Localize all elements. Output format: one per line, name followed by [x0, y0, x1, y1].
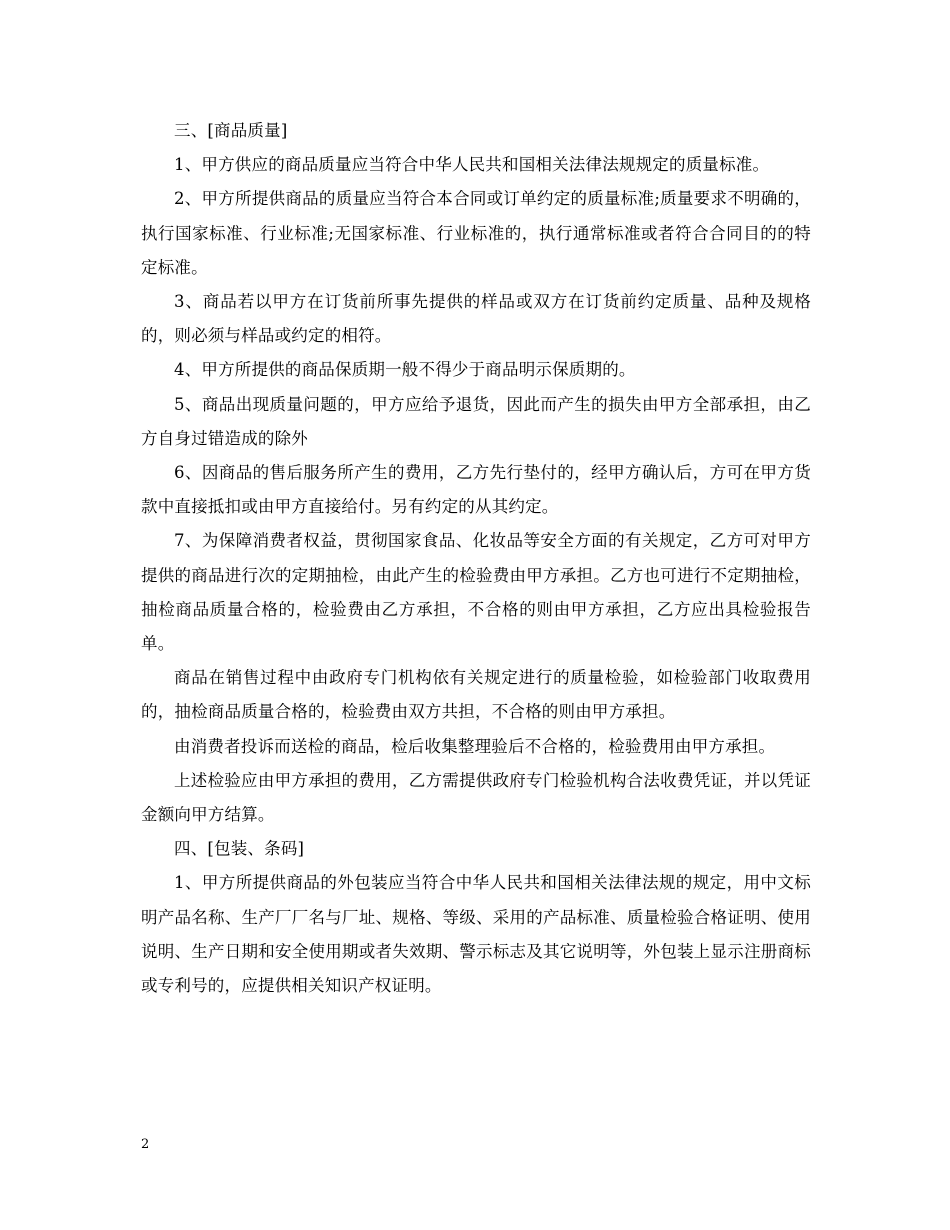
paragraph: 商品在销售过程中由政府专门机构依有关规定进行的质量检验，如检验部门收取费用的，抽检商品质量合格的，检验费由双方共担，不合格的则由甲方承担。 [141, 668, 811, 722]
paragraph: 4、甲方所提供的商品保质期一般不得少于商品明示保质期的。 [174, 360, 636, 380]
paragraph: 上述检验应由甲方承担的费用，乙方需提供政府专门检验机构合法收费凭证，并以凭证金额向甲方结算。 [141, 770, 811, 825]
paragraph: 5、商品出现质量问题的，甲方应给予退货，因此而产生的损失由甲方全部承担，由乙方自身过错造成的除外 [141, 394, 811, 448]
paragraph: 1、甲方供应的商品质量应当符合中华人民共和国相关法律法规规定的质量标准。 [174, 155, 770, 175]
paragraph: 6、因商品的售后服务所产生的费用，乙方先行垫付的，经甲方确认后，方可在甲方货款中直接抵扣或由甲方直接给付。另有约定的从其约定。 [141, 463, 811, 517]
paragraph: 7、为保障消费者权益，贯彻国家食品、化妆品等安全方面的有关规定，乙方可对甲方提供的商品进行次的定期抽检，由此产生的检验费由甲方承担。乙方也可进行不定期抽检，抽检商品质量合格的，检验费由乙方承担，不合格的则由甲方承担，乙方应出具检验报告单。 [141, 531, 811, 654]
paragraph: 1、甲方所提供商品的外包装应当符合中华人民共和国相关法律法规的规定，用中文标明产品名称、生产厂厂名与厂址、规格、等级、采用的产品标准、质量检验合格证明、使用说明、生产日期和安全使用期或者失效期、警示标志及其它说明等，外包装上显示注册商标或专利号的，应提供相关知识产权证明。 [141, 873, 811, 996]
paragraph: 2、甲方所提供商品的质量应当符合本合同或订单约定的质量标准;质量要求不明确的，执行国家标准、行业标准;无国家标准、行业标准的，执行通常标准或者符合合同目的的特定标准。 [141, 189, 811, 277]
document-body [141, 114, 811, 1003]
page-number: 2 [141, 1137, 150, 1152]
section-heading-quality: 三、[商品质量] [174, 121, 288, 140]
section-heading-packaging: 四、[包装、条码] [174, 839, 305, 859]
paragraph: 由消费者投诉而送检的商品，检后收集整理验后不合格的，检验费用由甲方承担。 [174, 736, 776, 756]
paragraph: 3、商品若以甲方在订货前所事先提供的样品或双方在订货前约定质量、品种及规格的，则必须与样品或约定的相符。 [141, 292, 811, 346]
